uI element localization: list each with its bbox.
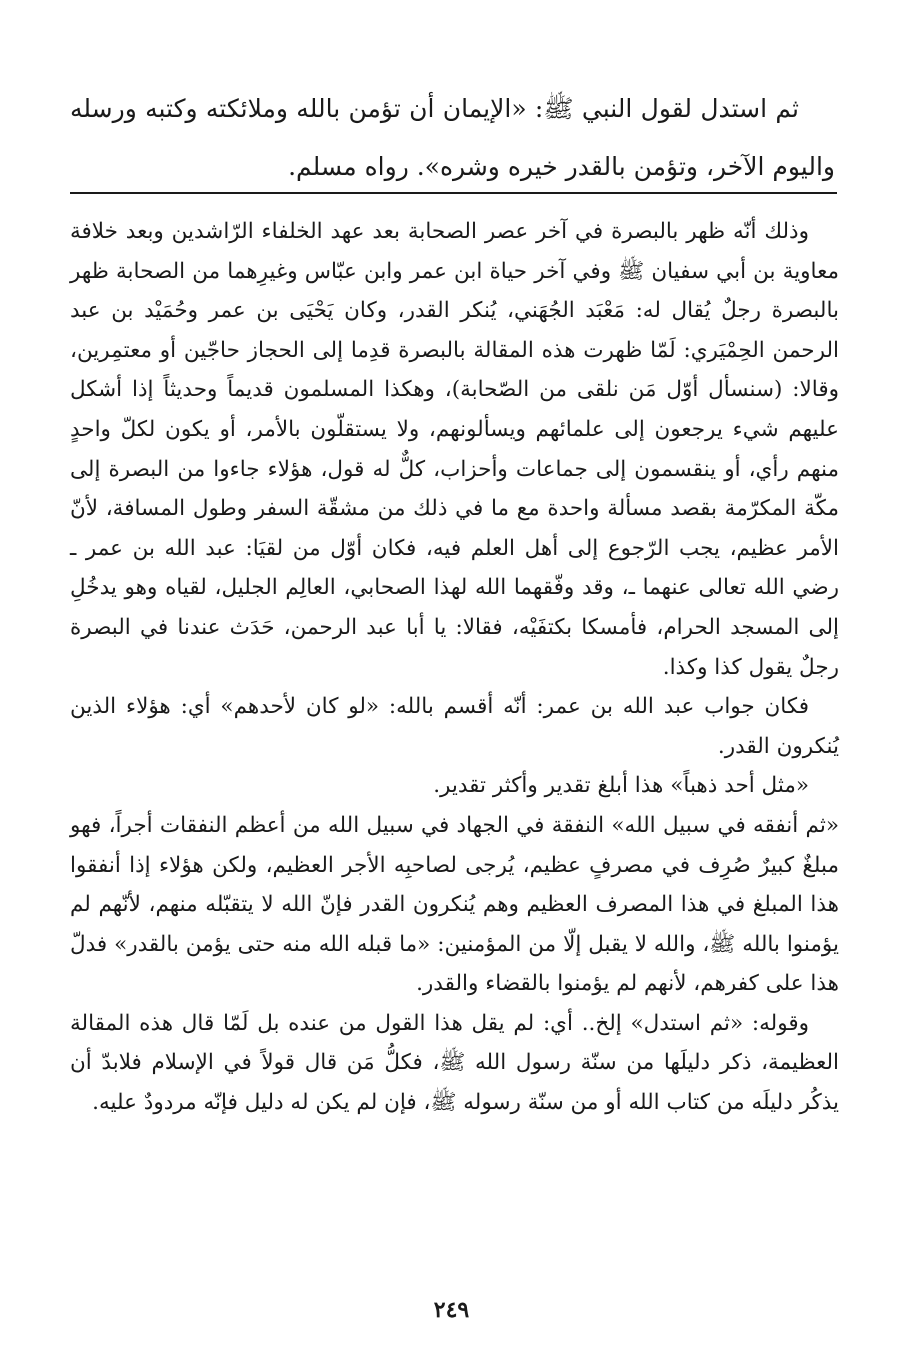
commentary-body [70, 212, 839, 1123]
hadith-paragraph: ثم استدل لقول النبي ﷺ: «الإيمان أن تؤمن بالله وملائكته وكتبه ورسله واليوم الآخر، وتؤمن بالقدر خيره وشره». رواه مسلم. [70, 94, 835, 181]
commentary-paragraph-1: وذلك أنّه ظهر بالبصرة في آخر عصر الصحابة بعد عهد الخلفاء الرّاشدين وبعد خلافة معاوية بن أبي سفيان ﷺ وفي آخر حياة ابن عمر وابن عبّاس وغيرِهما من الصحابة ظهر بالبصرة رجلٌ يُقال له: مَعْبَد الجُهَني، يُنكر القدر، وكان يَحْيَى بن عمر وحُمَيْد بن عبد الرحمن الحِمْيَري: لَمّا ظهرت هذه المقالة بالبصرة قدِما إلى الحجاز حاجّين أو معتمِرين، وقالا: (سنسأل أوّل مَن نلقى من الصّحابة)، وهكذا المسلمون قديماً وحديثاً إذا أشكل عليهم شيء يرجعون إلى علمائهم ويسألونهم، ولا يستقلّون بالأمر، أو يكون لكلّ واحدٍ منهم رأي، أو ينقسمون إلى جماعات وأحزاب، كلٌّ له قول، هؤلاء جاءوا من البصرة إلى مكّة المكرّمة بقصد مسألة واحدة مع ما في ذلك من مشقّة السفر وطول المسافة، لأنّ الأمر عظيم، يجب الرّجوع إلى أهل العلم فيه، فكان أوّل من لقيَا: عبد الله بن عمر ـ رضي الله تعالى عنهما ـ، وقد وفّقهما الله لهذا الصحابي، العالِم الجليل، لقياه وهو يدخُلِ إلى المسجد الحرام، فأمسكا بكتفَيْه، فقالا: يا أبا عبد الرحمن، حَدَث عندنا في البصرة رجلٌ يقول كذا وكذا. [70, 219, 839, 680]
commentary-paragraph-5: وقوله: «ثم استدل» إلخ.. أي: لم يقل هذا القول من عنده بل لَمّا قال هذه المقالة العظيمة، ذكر دليلَها من سنّة رسول الله ﷺ، فكلُّ مَن قال قولاً في الإسلام فلابدّ أن يذكُر دليلَه من كتاب الله أو من سنّة رسوله ﷺ، فإن لم يكن له دليل فإنّه مردودٌ عليه. [70, 1010, 839, 1116]
commentary-paragraph-2: فكان جواب عبد الله بن عمر: أنّه أقسم بالله: «لو كان لأحدهم» أي: هؤلاء الذين يُنكرون القدر. [70, 694, 839, 759]
commentary-paragraph-3: «مثل أحد ذهباً» هذا أبلغ تقدير وأكثر تقدير. [433, 773, 809, 799]
commentary-paragraph-4: «ثم أنفقه في سبيل الله» النفقة في الجهاد في سبيل الله من أعظم النفقات أجراً، فهو مبلغٌ كبيرٌ صُرِف في مصرفٍ عظيم، يُرجى لصاحبِه الأجر العظيم، ولكن هؤلاء إذا أنفقوا هذا المبلغ في هذا المصرف العظيم وهم يُنكرون القدر فإنّ الله لا يتقبّله منهم، لأنّهم لم يؤمنوا بالله ﷺ، والله لا يقبل إلّا من المؤمنين: «ما قبله الله منه حتى يؤمن بالقدر» فدلّ هذا على كفرهم، لأنهم لم يؤمنوا بالقضاء والقدر. [70, 812, 839, 997]
page-number: ٢٤٩ [433, 1297, 470, 1323]
separator-line [70, 192, 837, 194]
hadith-header [70, 80, 835, 196]
